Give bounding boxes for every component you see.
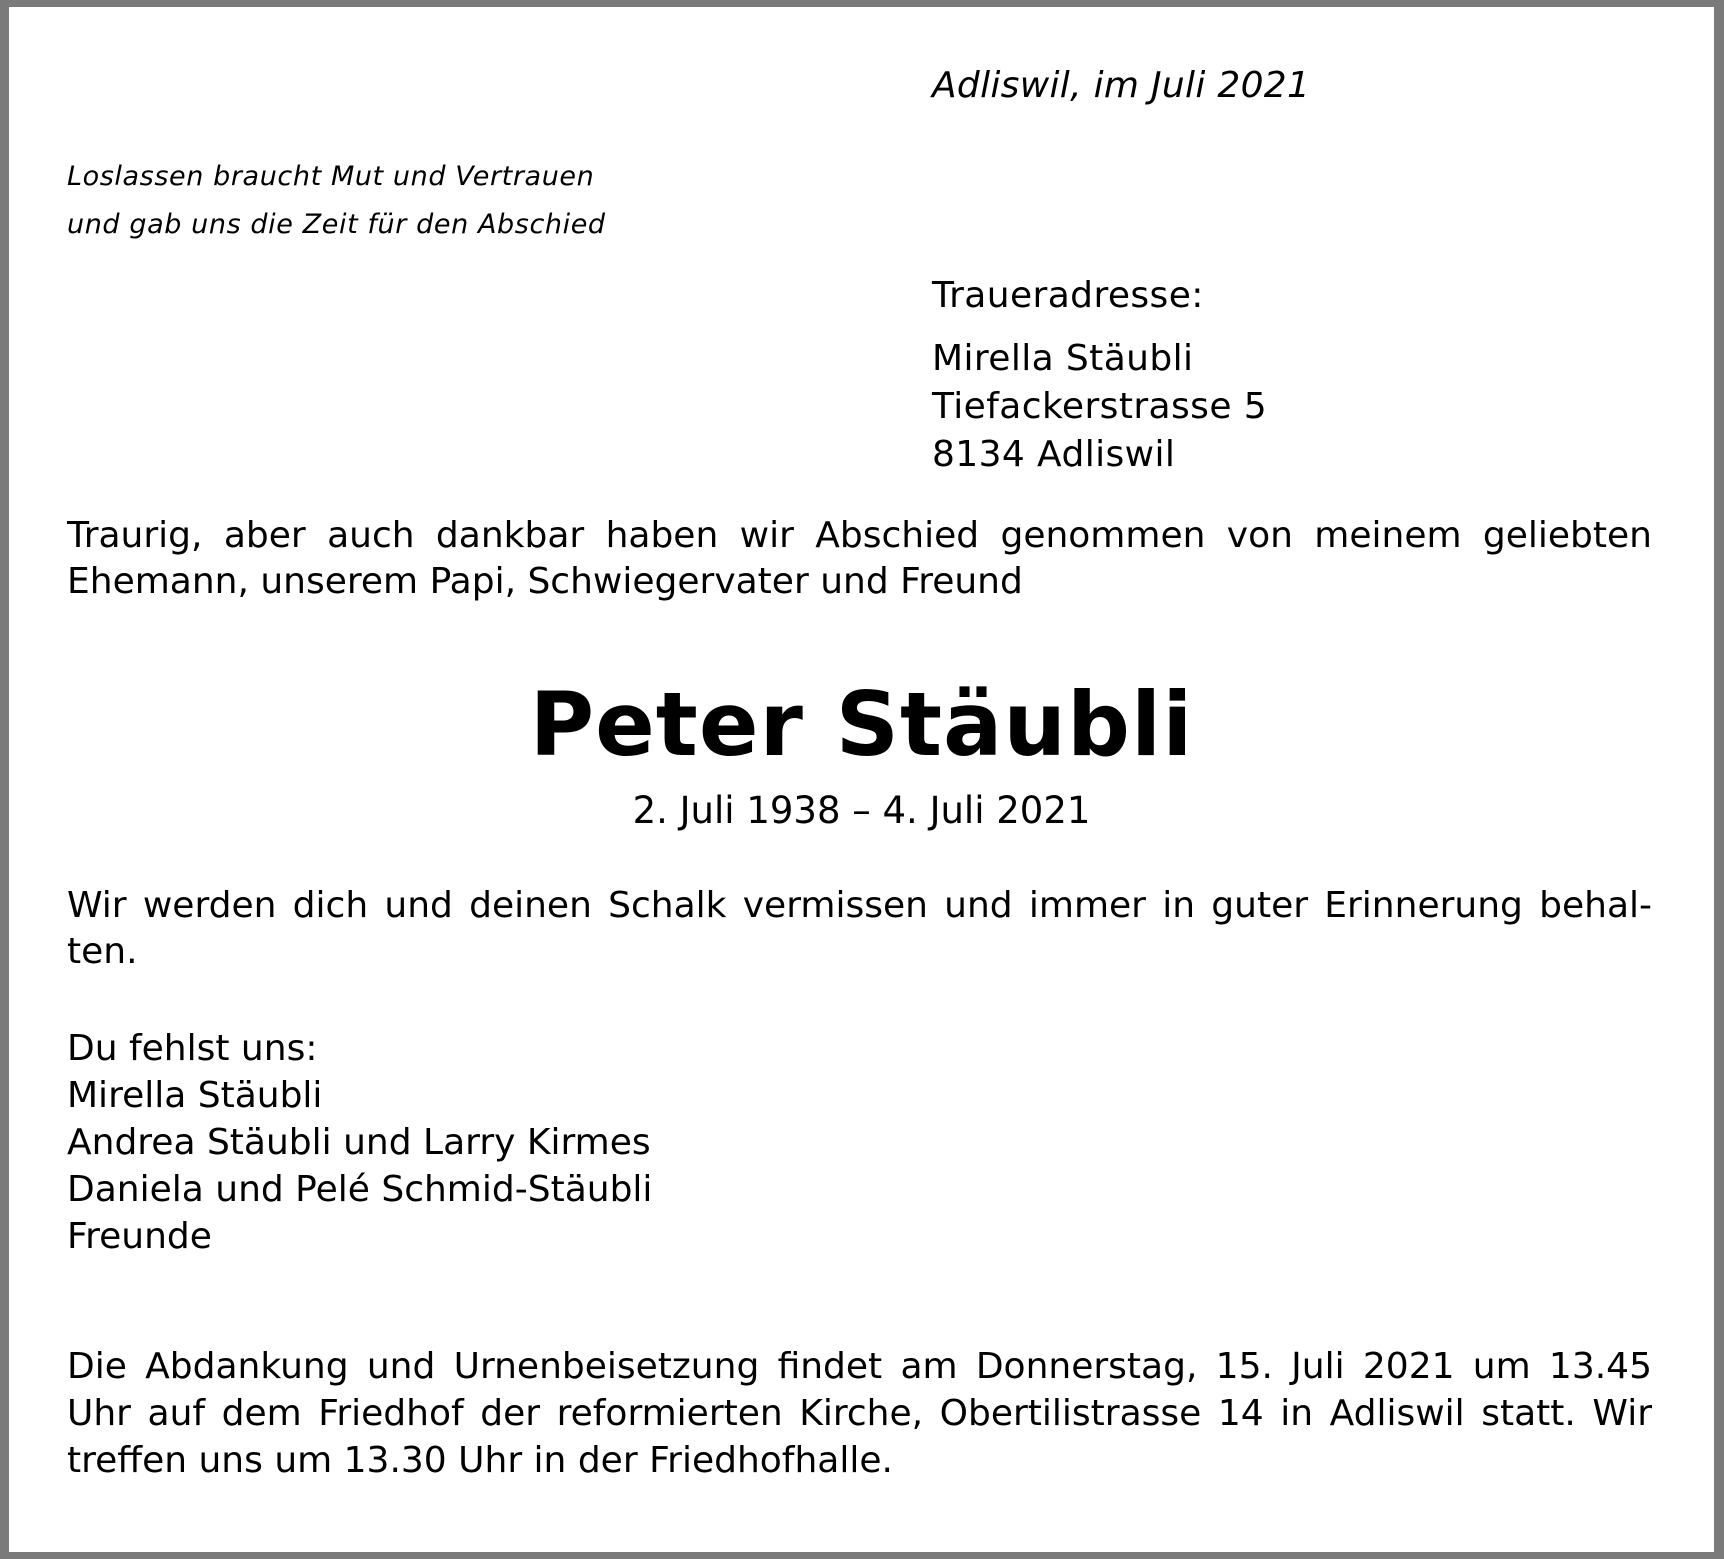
mourning-address xyxy=(932,335,1267,479)
mourner-name: Andrea Stäubli und Larry Kirmes xyxy=(67,1122,651,1163)
service-line: treffen uns um 13.30 Uhr in der Friedhofhalle. xyxy=(67,1440,893,1481)
mourner-name: Mirella Stäubli xyxy=(67,1075,323,1116)
obituary-page xyxy=(9,7,1714,1552)
life-dates: 2. Juli 1938 – 4. Juli 2021 xyxy=(632,789,1091,832)
deceased-name: Peter Stäubli xyxy=(529,673,1194,776)
address-name: Mirella Stäubli xyxy=(932,338,1194,379)
service-paragraph xyxy=(67,1343,1652,1484)
remembrance-line: Wir werden dich und deinen Schalk vermissen und immer in guter Erinnerung behal- xyxy=(67,885,1652,926)
remembrance-paragraph xyxy=(67,883,1652,975)
mourners-list xyxy=(67,1025,652,1260)
address-city: 8134 Adliswil xyxy=(932,434,1176,475)
motto-line: und gab uns die Zeit für den Abschied xyxy=(67,209,606,240)
intro-paragraph xyxy=(67,513,1652,605)
mourning-address-heading: Traueradresse: xyxy=(932,275,1204,316)
mourner-name: Freunde xyxy=(67,1216,212,1257)
intro-line: Ehemann, unserem Papi, Schwiegervater und Freund xyxy=(67,561,1023,602)
address-street: Tiefackerstrasse 5 xyxy=(932,386,1268,427)
mourners-heading: Du fehlst uns: xyxy=(67,1028,318,1069)
intro-line: Traurig, aber auch dankbar haben wir Abschied genommen von meinem geliebten xyxy=(67,515,1652,556)
place-date: Adliswil, im Juli 2021 xyxy=(932,65,1311,106)
remembrance-line: ten. xyxy=(67,931,138,972)
motto-line: Loslassen braucht Mut und Vertrauen xyxy=(67,161,595,192)
motto-quote xyxy=(67,153,606,249)
service-line: Uhr auf dem Friedhof der reformierten Kirche, Obertilistrasse 14 in Adliswil statt. Wir xyxy=(67,1393,1652,1434)
mourner-name: Daniela und Pelé Schmid-Stäubli xyxy=(67,1169,653,1210)
service-line: Die Abdankung und Urnenbeisetzung findet am Donnerstag, 15. Juli 2021 um 13.45 xyxy=(67,1346,1652,1387)
